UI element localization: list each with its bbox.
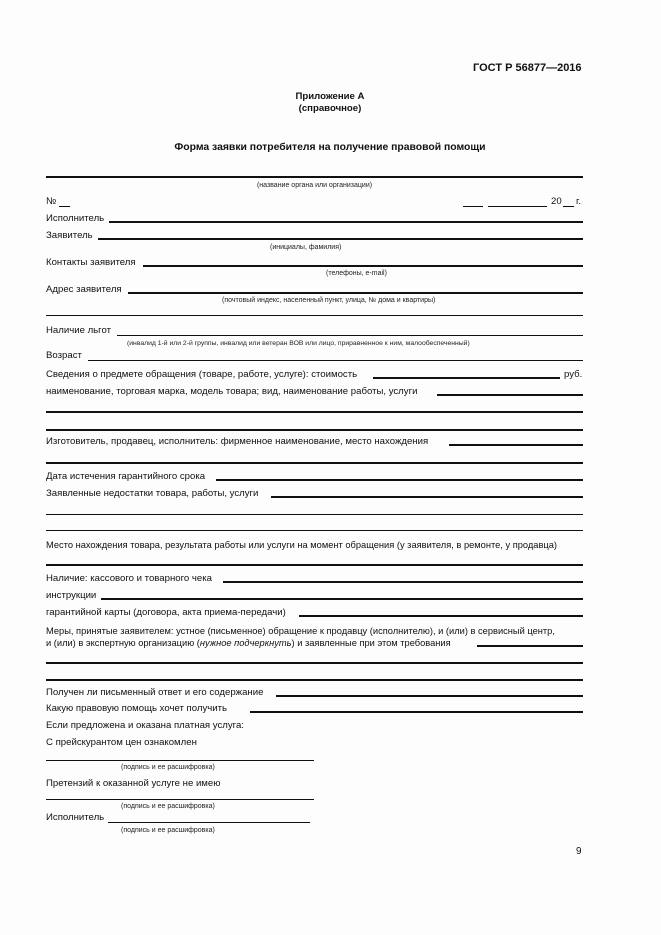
benefits-hint: (инвалид 1-й или 2-й группы, инвалид или ветеран ВОВ или лицо, приравненное к ним, малообеспеченный) (127, 340, 470, 347)
help-field[interactable] (250, 711, 583, 713)
answer-field[interactable] (276, 695, 583, 697)
form-title: Форма заявки потребителя на получение правовой помощи (174, 142, 486, 153)
naming-field-3[interactable] (46, 429, 583, 431)
measures-label-1: Меры, принятые заявителем: устное (письменное) обращение к продавцу (исполнителю), и (или) в сервисный центр, (46, 626, 555, 636)
instructions-label: инструкции (46, 590, 97, 601)
no-claims-signature-field[interactable] (46, 799, 314, 800)
page-number: 9 (576, 846, 582, 857)
date-month-field[interactable] (488, 206, 547, 207)
warranty-card-field[interactable] (299, 615, 583, 617)
contacts-label: Контакты заявителя (46, 257, 136, 268)
measures-label-2 (46, 637, 451, 649)
receipts-field[interactable] (223, 581, 583, 583)
warranty-field[interactable] (216, 479, 583, 481)
answer-label: Получен ли письменный ответ и его содержание (46, 687, 264, 698)
naming-field-2[interactable] (46, 411, 583, 413)
date-year-field[interactable] (563, 206, 574, 207)
benefits-label: Наличие льгот (46, 325, 111, 336)
date-year-suffix: г. (576, 196, 581, 207)
defects-field-3[interactable] (46, 530, 583, 531)
manufacturer-field-2[interactable] (46, 462, 583, 464)
help-label: Какую правовую помощь хочет получить (46, 703, 227, 714)
address-hint: (почтовый индекс, населенный пункт, улица, № дома и квартиры) (222, 297, 436, 304)
applicant-field[interactable] (98, 238, 583, 240)
instructions-field[interactable] (101, 598, 583, 600)
org-name-line[interactable] (46, 176, 583, 178)
location-field[interactable] (46, 564, 583, 566)
currency-label: руб. (564, 369, 583, 380)
receipts-label: Наличие: кассового и товарного чека (46, 573, 212, 584)
number-field[interactable] (59, 206, 70, 207)
initials-hint: (инициалы, фамилия) (270, 244, 342, 251)
date-day-field[interactable] (463, 206, 483, 207)
warranty-label: Дата истечения гарантийного срока (46, 471, 206, 482)
naming-field[interactable] (437, 394, 583, 396)
defects-field-2[interactable] (46, 514, 583, 515)
date-century: 20 (551, 196, 562, 207)
cost-field[interactable] (373, 377, 560, 379)
appendix-type: (справочное) (298, 103, 362, 114)
number-label: № (46, 196, 57, 207)
naming-label: наименование, торговая марка, модель товара; вид, наименование работы, услуги (46, 386, 418, 397)
manufacturer-field[interactable] (449, 444, 583, 446)
executor-label: Исполнитель (46, 213, 105, 224)
address-field[interactable] (128, 292, 583, 294)
standard-number: ГОСТ Р 56877—2016 (473, 62, 582, 74)
executor-signature-hint: (подпись и ее расшифровка) (121, 827, 215, 834)
contacts-field[interactable] (143, 265, 583, 267)
address-field-2[interactable] (46, 315, 583, 316)
org-name-hint: (название органа или организации) (256, 182, 373, 189)
executor-sign-label: Исполнитель (46, 812, 105, 823)
defects-field[interactable] (271, 496, 583, 498)
phones-hint: (телефоны, e-mail) (326, 270, 387, 277)
benefits-field[interactable] (117, 335, 583, 336)
applicant-label: Заявитель (46, 230, 93, 241)
price-list-signature-field[interactable] (46, 760, 314, 761)
paid-service-label: Если предложена и оказана платная услуга: (46, 720, 244, 731)
manufacturer-label: Изготовитель, продавец, исполнитель: фирменное наименование, место нахождения (46, 436, 429, 447)
measures-field[interactable] (477, 645, 583, 647)
measures-label-italic: нужное подчеркнуть (199, 638, 292, 648)
subject-label: Сведения о предмете обращения (товаре, работе, услуге): стоимость (46, 369, 358, 380)
warranty-card-label: гарантийной карты (договора, акта приема-передачи) (46, 607, 286, 618)
no-claims-signature-hint: (подпись и ее расшифровка) (121, 803, 215, 810)
measures-label-2a: и (или) в экспертную организацию ( (46, 638, 200, 648)
measures-field-2[interactable] (46, 662, 583, 664)
price-list-signature-hint: (подпись и ее расшифровка) (121, 764, 215, 771)
appendix-title: Приложение А (295, 91, 365, 102)
measures-field-3[interactable] (46, 679, 583, 681)
price-list-label: С прейскурантом цен ознакомлен (46, 737, 197, 748)
executor-field[interactable] (109, 221, 583, 223)
location-label: Место нахождения товара, результата работы или услуги на момент обращения (у заявителя, в ремонте, у продавца) (46, 540, 558, 550)
age-field[interactable] (88, 360, 583, 361)
measures-label-2b: ) и заявленные при этом требования (291, 638, 451, 648)
age-label: Возраст (46, 350, 82, 361)
no-claims-label: Претензий к оказанной услуге не имею (46, 778, 221, 789)
executor-signature-field[interactable] (108, 822, 310, 823)
defects-label: Заявленные недостатки товара, работы, услуги (46, 488, 259, 499)
address-label: Адрес заявителя (46, 284, 122, 295)
